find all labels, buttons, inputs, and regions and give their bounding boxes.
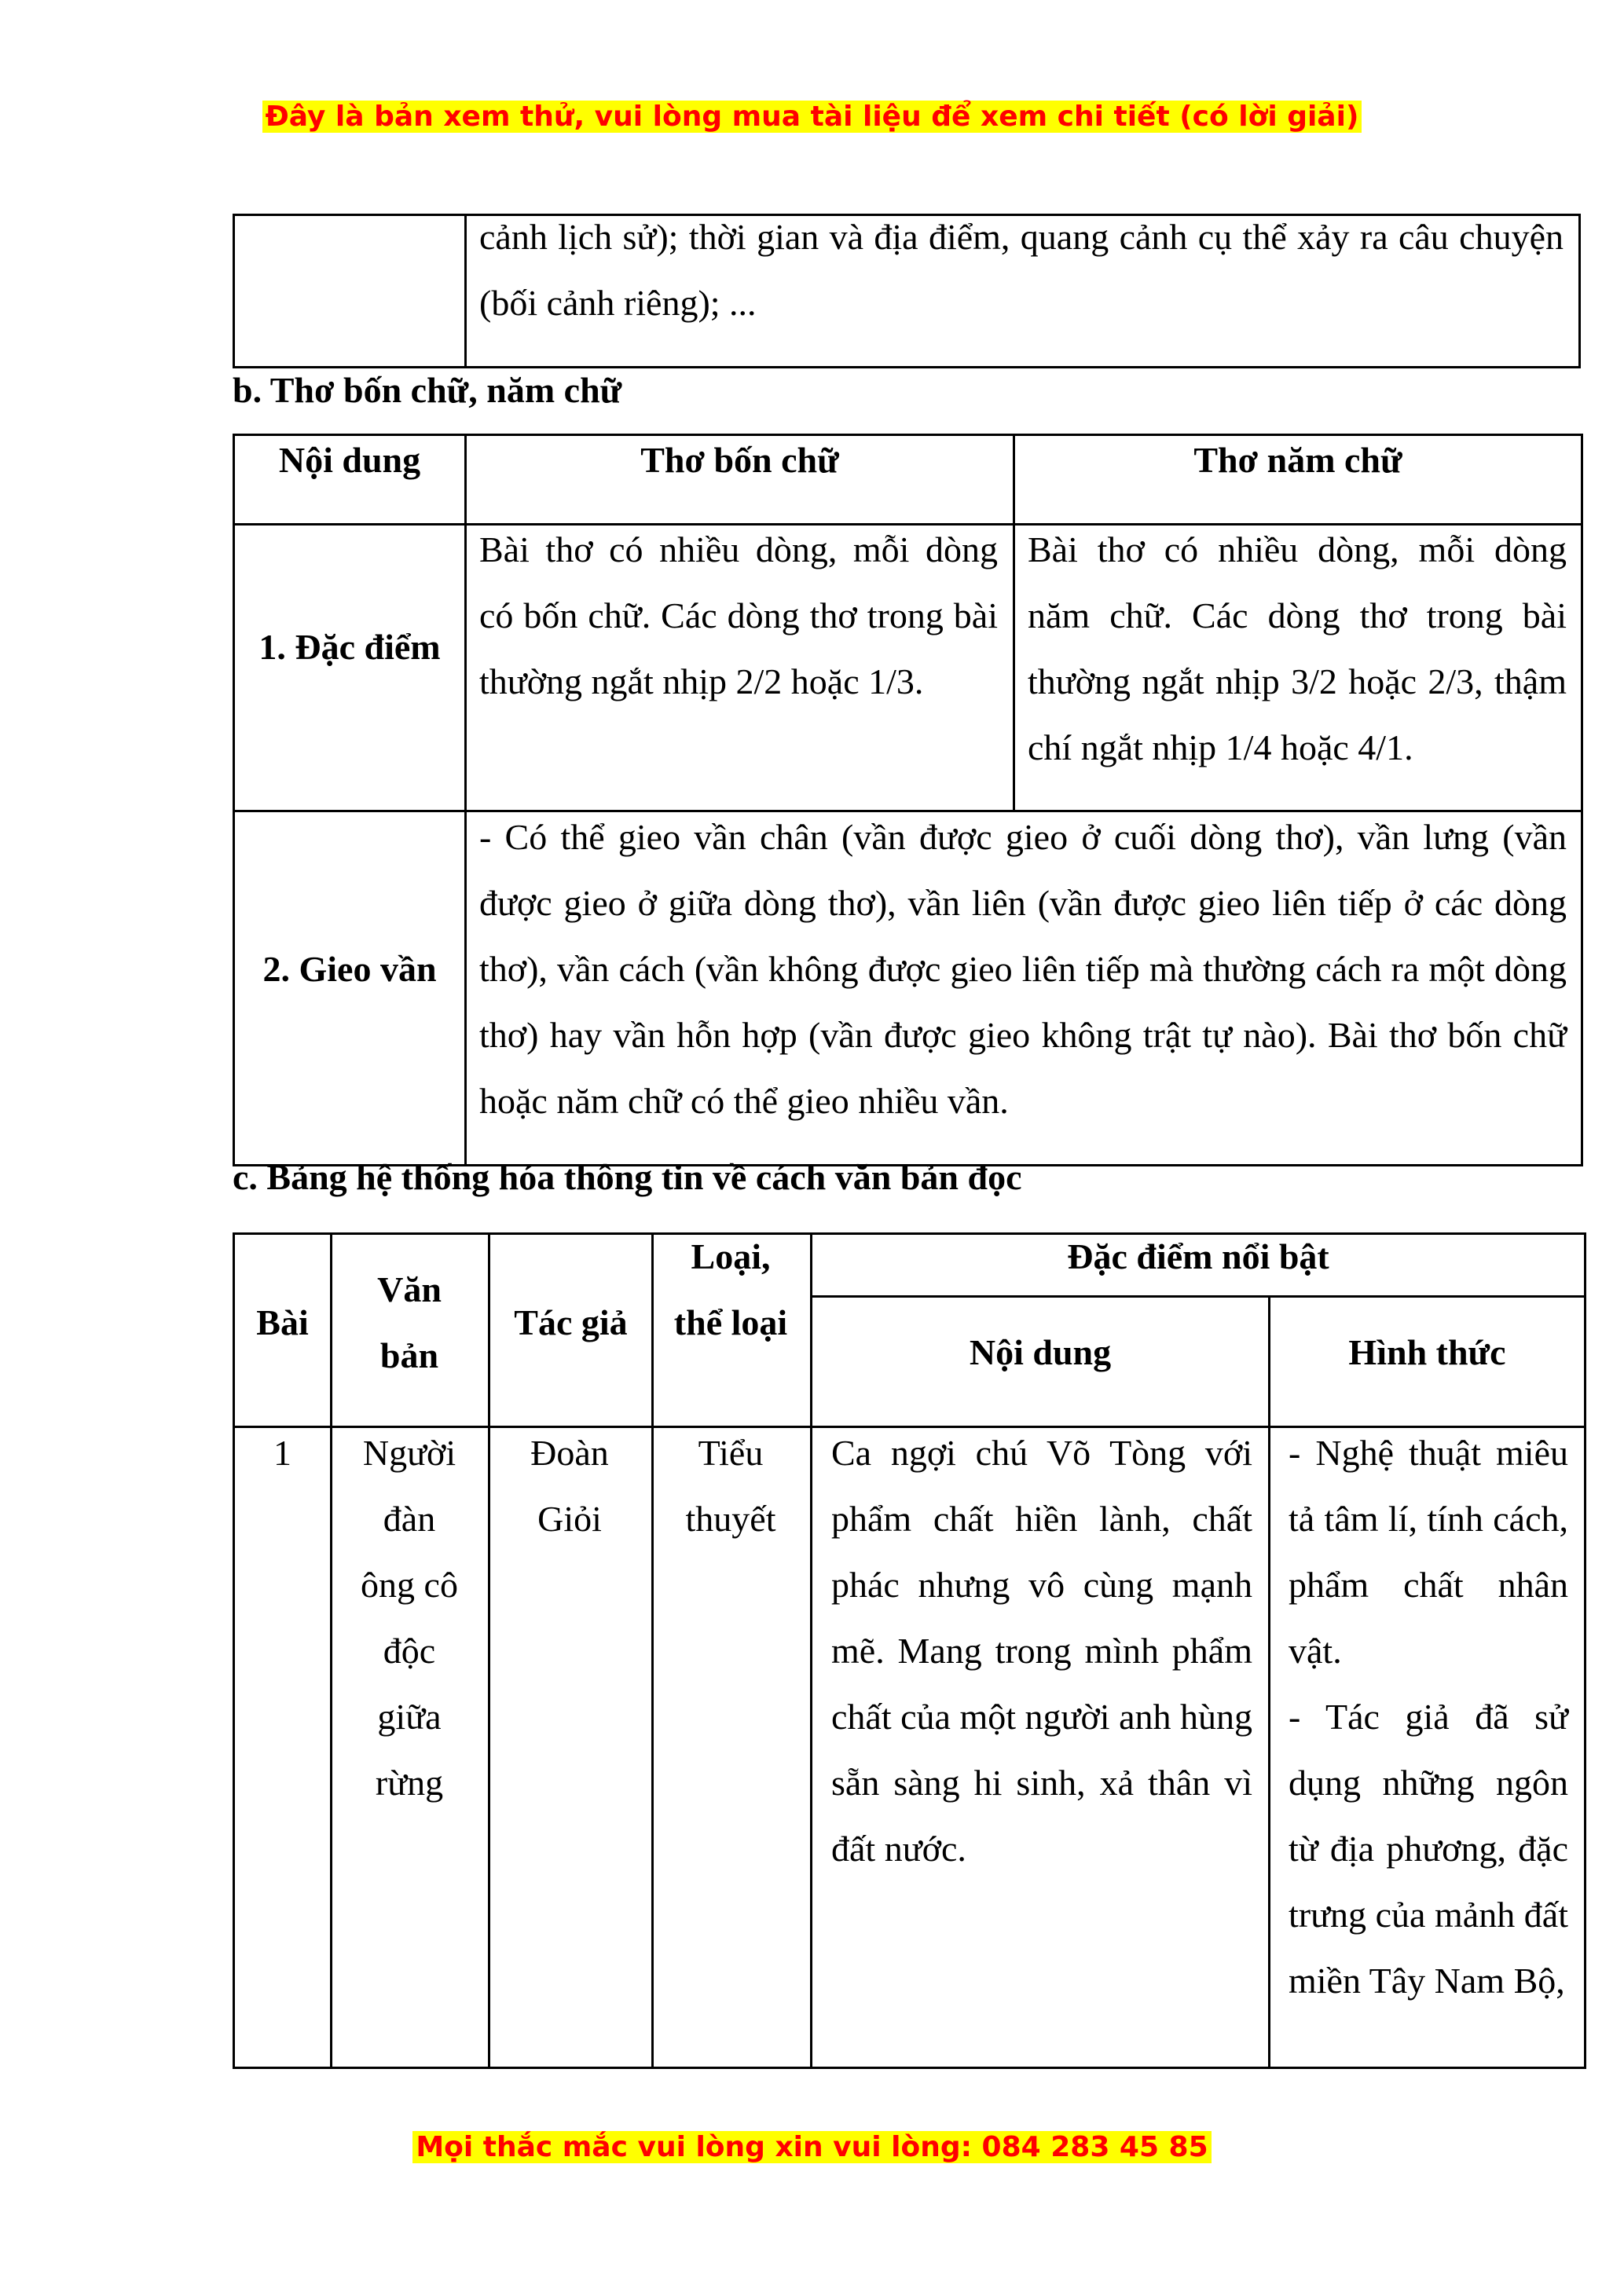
row-dac-diem-label: 1. Đặc điểm [258, 627, 441, 667]
row-gieo-van-label: 2. Gieo vần [262, 949, 437, 989]
row-gieo-van-text: - Có thể gieo vần chân (vần được gieo ở cuối dòng thơ), vần lưng (vần được gieo ở giữa dòng thơ), vần liên (vần được gieo liên tiếp ở các dòng thơ), vần cách (vần không được gieo liên tiếp mà thường cách ra một dòng thơ) hay vần hỗn hợp (vần được gieo không trật tự nào). Bài thơ bốn chữ hoặc năm chữ có thể gieo nhiều vần. [479, 817, 1567, 1121]
row-bai: 1 [273, 1433, 291, 1473]
row-loai: Tiểu thuyết [685, 1433, 776, 1539]
header-hinh-thuc: Hình thức [1348, 1332, 1506, 1372]
fragment-text: cảnh lịch sử); thời gian và địa điểm, quang cảnh cụ thể xảy ra câu chuyện (bối cảnh riêng); ... [479, 217, 1564, 323]
row-noi-dung: Ca ngợi chú Võ Tòng với phẩm chất hiền lành, chất phác nhưng vô cùng mạnh mẽ. Mang trong mình phẩm chất của một người anh hùng sẵn sàng hi sinh, xả thân vì đất nước. [831, 1433, 1252, 1869]
header-tac-gia: Tác giả [514, 1302, 628, 1342]
row-hinh-thuc-1: - Nghệ thuật miêu tả tâm lí, tính cách, phẩm chất nhân vật. [1289, 1433, 1568, 1671]
header-tho-bon-chu: Thơ bốn chữ [640, 440, 839, 480]
row-dac-diem-four: Bài thơ có nhiều dòng, mỗi dòng có bốn chữ. Các dòng thơ trong bài thường ngắt nhịp 2/2 hoặc 1/3. [479, 529, 998, 701]
preview-banner: Đây là bản xem thử, vui lòng mua tài liệu để xem chi tiết (có lời giải) [0, 101, 1624, 133]
section-b-heading: b. Thơ bốn chữ, năm chữ [233, 370, 622, 410]
contact-banner: Mọi thắc mắc vui lòng xin vui lòng: 084 283 45 85 [0, 2131, 1624, 2163]
header-noi-dung: Nội dung [969, 1332, 1112, 1372]
row-hinh-thuc-2: - Tác giả đã sử dụng những ngôn từ địa phương, đặc trưng của mảnh đất miền Tây Nam Bộ, [1289, 1697, 1568, 2001]
section-c-heading: c. Bảng hệ thống hóa thông tin về cách văn bản đọc [233, 1157, 1022, 1197]
header-tho-nam-chu: Thơ năm chữ [1193, 440, 1402, 480]
header-noi-dung: Nội dung [278, 440, 421, 480]
row-tac-gia: Đoàn Giỏi [530, 1433, 609, 1539]
row-van-ban: Người đàn ông cô độc giữa rừng [361, 1433, 458, 1803]
header-van-ban: Văn bản [377, 1269, 442, 1375]
header-dac-diem: Đặc điểm nổi bật [1067, 1236, 1329, 1276]
header-loai: Loại, thể loại [673, 1236, 788, 1342]
header-bai: Bài [256, 1302, 309, 1342]
row-dac-diem-five: Bài thơ có nhiều dòng, mỗi dòng năm chữ. Các dòng thơ trong bài thường ngắt nhịp 3/2 hoặc 2/3, thậm chí ngắt nhịp 1/4 hoặc 4/1. [1028, 529, 1567, 767]
